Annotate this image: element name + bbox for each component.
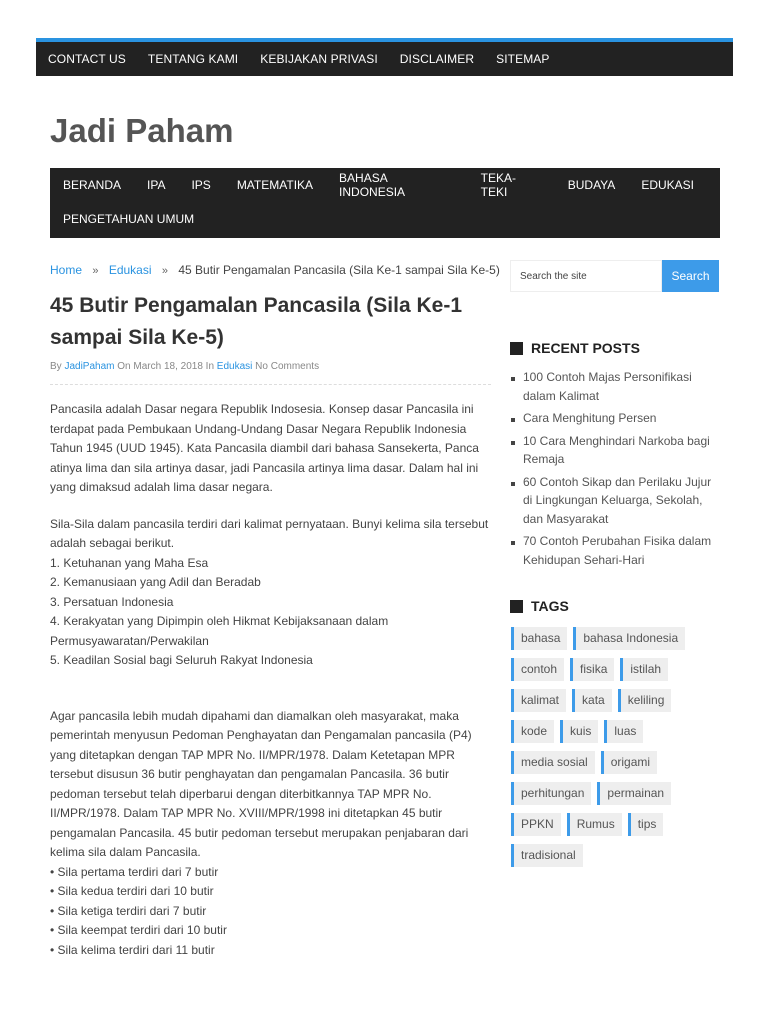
sidebar-search	[510, 260, 719, 292]
meta-divider	[50, 384, 491, 385]
recent-post-link[interactable]: 60 Contoh Sikap dan Perilaku Jujur di Lingkungan Keluarga, Sekolah, dan Masyarakat	[510, 473, 722, 529]
search-button[interactable]: Search	[662, 260, 719, 292]
square-bullet-icon	[510, 342, 523, 355]
sila-item: 1. Ketuhanan yang Maha Esa	[50, 555, 209, 570]
paragraph-intro: Pancasila adalah Dasar negara Republik Indosesia. Konsep dasar Pancasila ini terdapat pada Pembukaan Undang-Undang Dasar Negara Republik Indonesia Tahun 1945 (UUD 1945). Kata Pancasila diambil dari bahasa Sansekerta, Panca atinya lima dan sila artinya dasar, jadi Pancasila artinya lima dasar. Dalam hal ini yang dimaksud adalah lima dasar negara.	[50, 402, 479, 494]
tag-link[interactable]: kode	[511, 720, 554, 743]
tag-link[interactable]: media sosial	[511, 751, 595, 774]
sila-item: 5. Keadilan Sosial bagi Seluruh Rakyat Indonesia	[50, 653, 313, 667]
top-link-kebijakan-privasi[interactable]: KEBIJAKAN PRIVASI	[260, 52, 378, 66]
tag-link[interactable]: fisika	[570, 658, 614, 681]
top-link-sitemap[interactable]: SITEMAP	[496, 52, 550, 66]
tag-link[interactable]: kuis	[560, 720, 598, 743]
nav-item-matematika[interactable]: MATEMATIKA	[236, 178, 314, 192]
breadcrumb-separator: »	[161, 265, 168, 277]
tag-link[interactable]: istilah	[620, 658, 668, 681]
breadcrumb-current: 45 Butir Pengamalan Pancasila (Sila Ke-1 sampai Sila Ke-5)	[178, 263, 500, 277]
tag-link[interactable]: kata	[572, 689, 612, 712]
nav-item-budaya[interactable]: BUDAYA	[567, 178, 616, 192]
sila-item: 3. Persatuan Indonesia	[50, 594, 174, 609]
butir-item: • Sila pertama terdiri dari 7 butir	[50, 864, 219, 879]
recent-post-link[interactable]: Cara Menghitung Persen	[510, 409, 722, 428]
recent-post-link[interactable]: 70 Contoh Perubahan Fisika dalam Kehidupan Sehari-Hari	[510, 532, 722, 569]
butir-item: • Sila kedua terdiri dari 10 butir	[50, 884, 214, 898]
paragraph-sila-intro: Sila-Sila dalam pancasila terdiri dari kalimat pernyataan. Bunyi kelima sila tersebut adalah sebagai berikut.	[50, 516, 489, 550]
top-link-tentang-kami[interactable]: TENTANG KAMI	[147, 52, 239, 66]
nav-item-teka-teki[interactable]: TEKA-TEKI	[480, 171, 516, 199]
recent-posts-list	[510, 368, 722, 573]
tag-link[interactable]: keliling	[618, 689, 672, 712]
meta-in-label: In	[205, 361, 215, 372]
meta-on-label: On	[117, 361, 131, 372]
butir-item: • Sila ketiga terdiri dari 7 butir	[50, 903, 207, 918]
nav-item-ips[interactable]: IPS	[191, 178, 211, 192]
meta-by-label: By	[50, 361, 62, 372]
recent-post-link[interactable]: 10 Cara Menghindari Narkoba bagi Remaja	[510, 432, 722, 469]
tags-title: TAGS	[531, 598, 569, 614]
nav-item-edukasi[interactable]: EDUKASI	[641, 178, 694, 192]
main-navigation	[50, 168, 720, 238]
site-title[interactable]: Jadi Paham	[50, 112, 234, 149]
search-input[interactable]	[510, 260, 662, 292]
meta-author[interactable]: JadiPaham	[64, 361, 115, 372]
tag-link[interactable]: perhitungan	[511, 782, 591, 805]
breadcrumb	[50, 263, 500, 277]
tag-link[interactable]: bahasa Indonesia	[573, 627, 685, 650]
tag-link[interactable]: bahasa	[511, 627, 567, 650]
tag-link[interactable]: origami	[601, 751, 657, 774]
post-title: 45 Butir Pengamalan Pancasila (Sila Ke-1 sampai Sila Ke-5)	[50, 294, 463, 349]
breadcrumb-separator: »	[92, 265, 99, 277]
post-content	[50, 400, 490, 960]
recent-posts-title: RECENT POSTS	[531, 340, 640, 356]
sila-item: 2. Kemanusiaan yang Adil dan Beradab	[50, 575, 261, 589]
top-menu-bar	[36, 38, 733, 76]
nav-item-beranda[interactable]: BERANDA	[63, 178, 122, 192]
tag-link[interactable]: tradisional	[511, 844, 583, 867]
meta-category[interactable]: Edukasi	[216, 361, 253, 372]
square-bullet-icon	[510, 600, 523, 613]
meta-comments: No Comments	[255, 361, 320, 372]
butir-item: • Sila keempat terdiri dari 10 butir	[50, 923, 227, 937]
tag-link[interactable]: kalimat	[511, 689, 566, 712]
nav-item-ipa[interactable]: IPA	[147, 178, 166, 192]
nav-item-bahasa-indonesia[interactable]: BAHASA INDONESIA	[339, 171, 406, 199]
breadcrumb-home[interactable]: Home	[50, 263, 83, 277]
butir-item: • Sila kelima terdiri dari 11 butir	[50, 942, 215, 957]
breadcrumb-category[interactable]: Edukasi	[108, 263, 152, 277]
tag-link[interactable]: tips	[628, 813, 664, 836]
tag-link[interactable]: Rumus	[567, 813, 622, 836]
tag-link[interactable]: contoh	[511, 658, 564, 681]
tag-link[interactable]: permainan	[597, 782, 671, 805]
tags-heading	[510, 598, 569, 614]
nav-item-pengetahuan-umum[interactable]: PENGETAHUAN UMUM	[63, 212, 195, 226]
tag-link[interactable]: luas	[604, 720, 643, 743]
tag-cloud	[511, 627, 721, 875]
meta-date: March 18, 2018	[133, 361, 203, 372]
paragraph-p4: Agar pancasila lebih mudah dipahami dan diamalkan oleh masyarakat, maka pemerintah menyusun Pedoman Penghayatan dan Pengamalan pancasila (P4) yang ditetapkan dengan TAP MPR No. II/MPR/1978. Dalam Ketetapan MPR tersebut disusun 36 butir penghayatan dan pengamalan Pancasila. 36 butir pedoman tersebut telah diperbarui dengan diterbitkannya TAP MPR No. II/MPR/1978. Dalam TAP MPR No. XVIII/MPR/1998 ini ditetapkan 45 butir pengamalan Pancasila. 45 butir pedoman tersebut merupakan penjabaran dari kelima sila dalam Pancasila.	[50, 708, 472, 859]
sila-item: 4. Kerakyatan yang Dipimpin oleh Hikmat Kebijaksanaan dalam Permusyawaratan/Perwakilan	[50, 614, 389, 648]
top-link-disclaimer[interactable]: DISCLAIMER	[399, 52, 475, 66]
top-link-contact-us[interactable]: CONTACT US	[48, 52, 126, 66]
recent-posts-heading	[510, 340, 640, 356]
tag-link[interactable]: PPKN	[511, 813, 561, 836]
post-meta	[50, 361, 319, 372]
recent-post-link[interactable]: 100 Contoh Majas Personifikasi dalam Kalimat	[510, 368, 722, 405]
